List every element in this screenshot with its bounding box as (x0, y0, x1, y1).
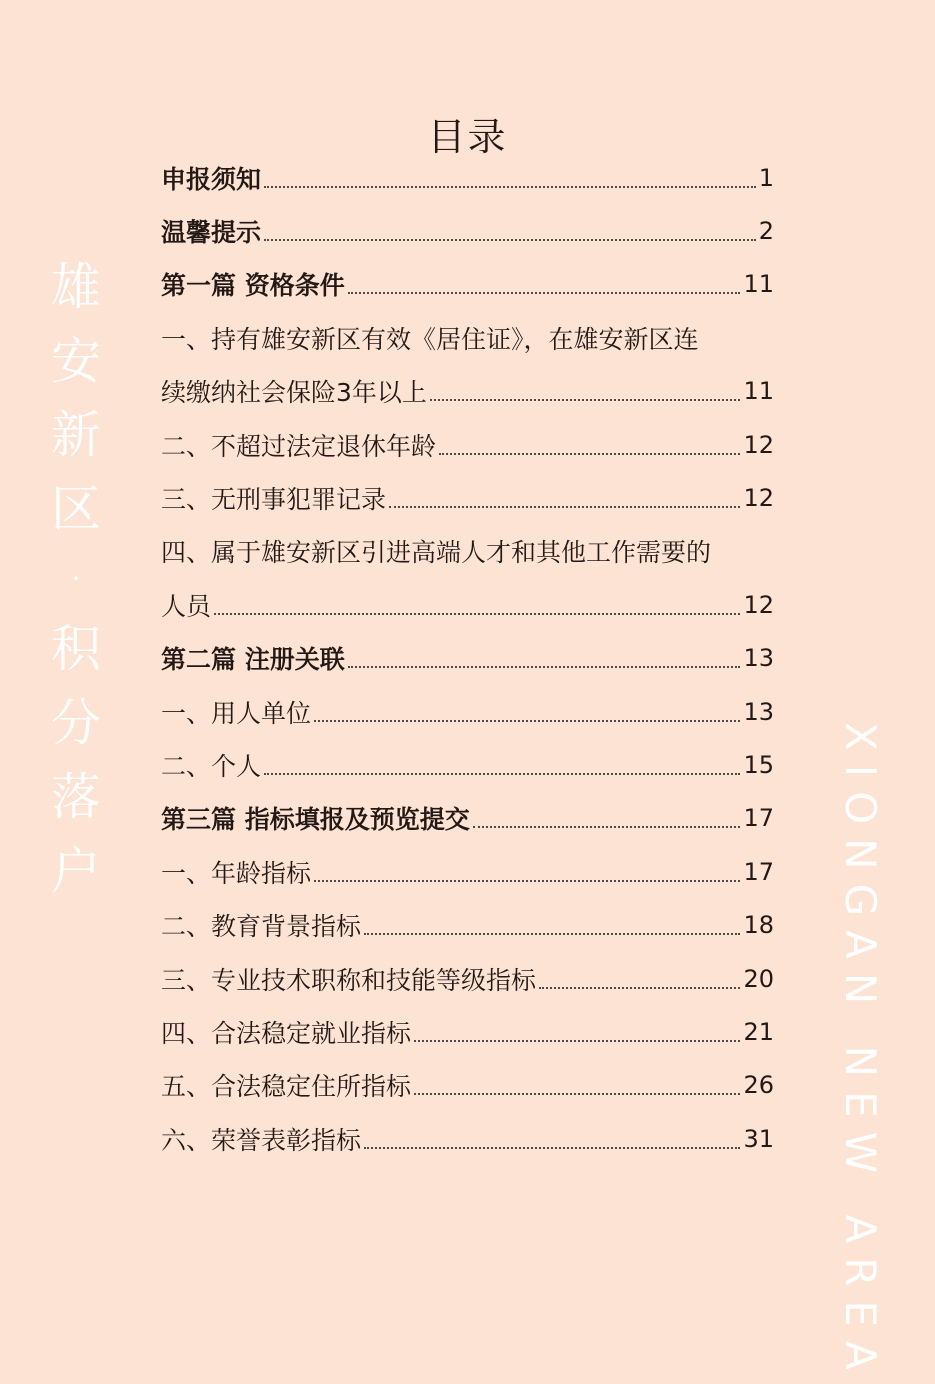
toc-dot-leader (364, 933, 740, 935)
page-title: 目录 (427, 115, 508, 159)
side-char: 分 (51, 694, 101, 752)
toc-entry[interactable] (161, 738, 774, 791)
toc-page-number: 11 (743, 270, 774, 299)
toc-dot-leader (314, 720, 740, 722)
toc-dot-leader (348, 666, 741, 668)
toc-entry-label: 三、专业技术职称和技能等级指标 (161, 965, 537, 995)
toc-entry[interactable] (161, 952, 774, 1005)
side-char: 区 (51, 480, 101, 538)
toc-entry-label: 三、无刑事犯罪记录 (161, 485, 387, 515)
toc-entry-label: 第三篇 指标填报及预览提交 (161, 805, 470, 835)
side-char: 积 (51, 620, 101, 678)
toc-dot-leader (389, 506, 740, 508)
toc-entry-label: 第一篇 资格条件 (161, 271, 345, 301)
toc-dot-leader (414, 1040, 740, 1042)
toc-dot-leader (264, 239, 756, 241)
toc-dot-leader (539, 987, 740, 989)
toc-entry[interactable] (161, 471, 774, 524)
toc-entry[interactable] (161, 685, 774, 738)
toc-dot-leader (473, 826, 741, 828)
toc-entry[interactable] (161, 151, 774, 204)
toc-dot-leader (414, 1093, 740, 1095)
side-char: 新 (51, 406, 101, 464)
toc-entry[interactable] (161, 1005, 774, 1058)
toc-entry-label: 二、个人 (161, 751, 262, 781)
side-english-title: XIONGAN NEW AREA (836, 722, 885, 1384)
toc-entry-label: 一、持有雄安新区有效《居住证》，在雄安新区连 (161, 324, 699, 354)
toc-entry[interactable] (161, 578, 774, 631)
toc-page-number: 17 (743, 804, 774, 833)
toc-page-number: 13 (743, 644, 774, 673)
toc-page-number: 12 (743, 430, 774, 459)
toc-page-number: 13 (743, 697, 774, 726)
side-char: 雄 (51, 258, 101, 316)
toc-entry[interactable] (161, 204, 774, 257)
toc-entry-label: 续缴纳社会保险3年以上 (161, 378, 427, 408)
toc-entry[interactable] (161, 258, 774, 311)
toc-entry[interactable] (161, 632, 774, 685)
toc-entry-label: 四、合法稳定就业指标 (161, 1018, 412, 1048)
toc-entry-label: 五、合法稳定住所指标 (161, 1072, 412, 1102)
toc-dot-leader (364, 1147, 740, 1149)
toc-entry-label: 申报须知 (161, 164, 262, 194)
toc-entry[interactable] (161, 898, 774, 951)
toc-entry-label: 四、属于雄安新区引进高端人才和其他工作需要的 (161, 538, 712, 568)
toc-page-number: 18 (743, 911, 774, 940)
toc-dot-leader (264, 186, 756, 188)
toc-entry-label: 一、年龄指标 (161, 858, 312, 888)
toc-entry[interactable] (161, 1059, 774, 1112)
toc-dot-leader (430, 399, 741, 401)
toc-entry-label: 二、不超过法定退休年龄 (161, 431, 437, 461)
toc-entry[interactable] (161, 1112, 774, 1165)
toc-page-number: 17 (743, 857, 774, 886)
side-char: 落 (51, 768, 101, 826)
toc-entry[interactable] (161, 418, 774, 471)
toc-entry[interactable] (161, 525, 774, 578)
toc-entry-label: 人员 (161, 591, 212, 621)
toc-entry-label: 六、荣誉表彰指标 (161, 1125, 362, 1155)
side-char-dot: · (71, 562, 81, 595)
toc-page-number: 20 (743, 964, 774, 993)
side-vertical-title (48, 250, 104, 908)
toc-entry[interactable] (161, 365, 774, 418)
toc-entry-label: 第二篇 注册关联 (161, 645, 345, 675)
toc-dot-leader (314, 880, 740, 882)
toc-entry[interactable] (161, 845, 774, 898)
side-char: 户 (51, 842, 101, 900)
table-of-contents (161, 151, 774, 1165)
toc-page-number: 21 (743, 1017, 774, 1046)
toc-dot-leader (264, 773, 740, 775)
toc-page-number: 2 (758, 217, 774, 246)
toc-dot-leader (439, 453, 740, 455)
toc-page-number: 15 (743, 750, 774, 779)
toc-entry[interactable] (161, 792, 774, 845)
toc-entry[interactable] (161, 311, 774, 364)
toc-entry-label: 一、用人单位 (161, 698, 312, 728)
toc-entry-label: 温馨提示 (161, 218, 262, 248)
toc-page-number: 12 (743, 484, 774, 513)
toc-dot-leader (214, 613, 740, 615)
toc-page-number: 12 (743, 590, 774, 619)
toc-page-number: 11 (743, 377, 774, 406)
toc-page-number: 31 (743, 1124, 774, 1153)
side-char: 安 (51, 332, 101, 390)
toc-dot-leader (348, 292, 741, 294)
toc-page-number: 26 (743, 1071, 774, 1100)
toc-page-number: 1 (758, 163, 774, 192)
toc-entry-label: 二、教育背景指标 (161, 912, 362, 942)
